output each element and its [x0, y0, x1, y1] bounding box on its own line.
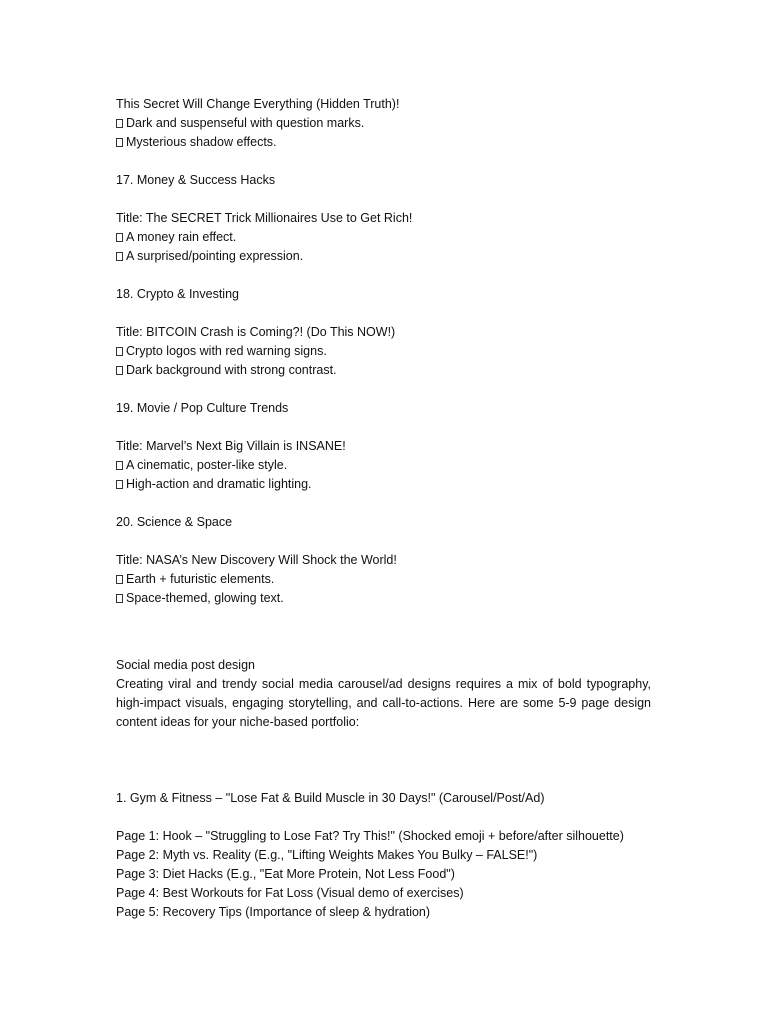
- social-intro-paragraph: Creating viral and trendy social media carousel/ad designs requires a mix of bold typography, high-impact visuals, engaging storytelling, and call-to-actions. Here are some 5-9 page design content ideas for your niche-based portfolio:: [116, 677, 651, 729]
- page-idea-item: Page 2: Myth vs. Reality (E.g., "Lifting Weights Makes You Bulky – FALSE!"): [116, 848, 538, 862]
- bullet-item: Earth + futuristic elements.: [116, 570, 651, 589]
- missing-glyph-icon: [116, 461, 123, 470]
- missing-glyph-icon: [116, 252, 123, 261]
- document-page: [116, 95, 651, 922]
- bullet-item: A surprised/pointing expression.: [116, 247, 651, 266]
- missing-glyph-icon: [116, 233, 123, 242]
- social-heading: Social media post design: [116, 658, 255, 672]
- section-heading: 17. Money & Success Hacks: [116, 173, 276, 187]
- section-title-line: Title: Marvel’s Next Big Villain is INSANE!: [116, 439, 346, 453]
- bullet-item: A cinematic, poster-like style.: [116, 456, 651, 475]
- section-title-line: Title: BITCOIN Crash is Coming?! (Do This NOW!): [116, 325, 396, 339]
- missing-glyph-icon: [116, 366, 123, 375]
- missing-glyph-icon: [116, 347, 123, 356]
- page-idea-item: Page 1: Hook – "Struggling to Lose Fat? Try This!" (Shocked emoji + before/after silhouette): [116, 829, 624, 843]
- bullet-item: Crypto logos with red warning signs.: [116, 342, 651, 361]
- page-idea-item: Page 5: Recovery Tips (Importance of sleep & hydration): [116, 905, 431, 919]
- bullet-item: A money rain effect.: [116, 228, 651, 247]
- bullet-item: Dark and suspenseful with question marks.: [116, 114, 651, 133]
- bullet-item: Space-themed, glowing text.: [116, 589, 651, 608]
- missing-glyph-icon: [116, 119, 123, 128]
- section-title-line: This Secret Will Change Everything (Hidden Truth)!: [116, 97, 400, 111]
- section-heading: 18. Crypto & Investing: [116, 287, 239, 301]
- missing-glyph-icon: [116, 138, 123, 147]
- bullet-item: Dark background with strong contrast.: [116, 361, 651, 380]
- bullet-item: Mysterious shadow effects.: [116, 133, 651, 152]
- section-title-line: Title: The SECRET Trick Millionaires Use to Get Rich!: [116, 211, 413, 225]
- page-idea-item: Page 4: Best Workouts for Fat Loss (Visual demo of exercises): [116, 886, 464, 900]
- section-title-line: Title: NASA’s New Discovery Will Shock the World!: [116, 553, 397, 567]
- missing-glyph-icon: [116, 594, 123, 603]
- section-heading: 20. Science & Space: [116, 515, 233, 529]
- bullet-item: High-action and dramatic lighting.: [116, 475, 651, 494]
- missing-glyph-icon: [116, 480, 123, 489]
- section-heading: 19. Movie / Pop Culture Trends: [116, 401, 289, 415]
- page-idea-item: Page 3: Diet Hacks (E.g., "Eat More Protein, Not Less Food"): [116, 867, 455, 881]
- missing-glyph-icon: [116, 575, 123, 584]
- social-item-title: 1. Gym & Fitness – "Lose Fat & Build Muscle in 30 Days!" (Carousel/Post/Ad): [116, 791, 545, 805]
